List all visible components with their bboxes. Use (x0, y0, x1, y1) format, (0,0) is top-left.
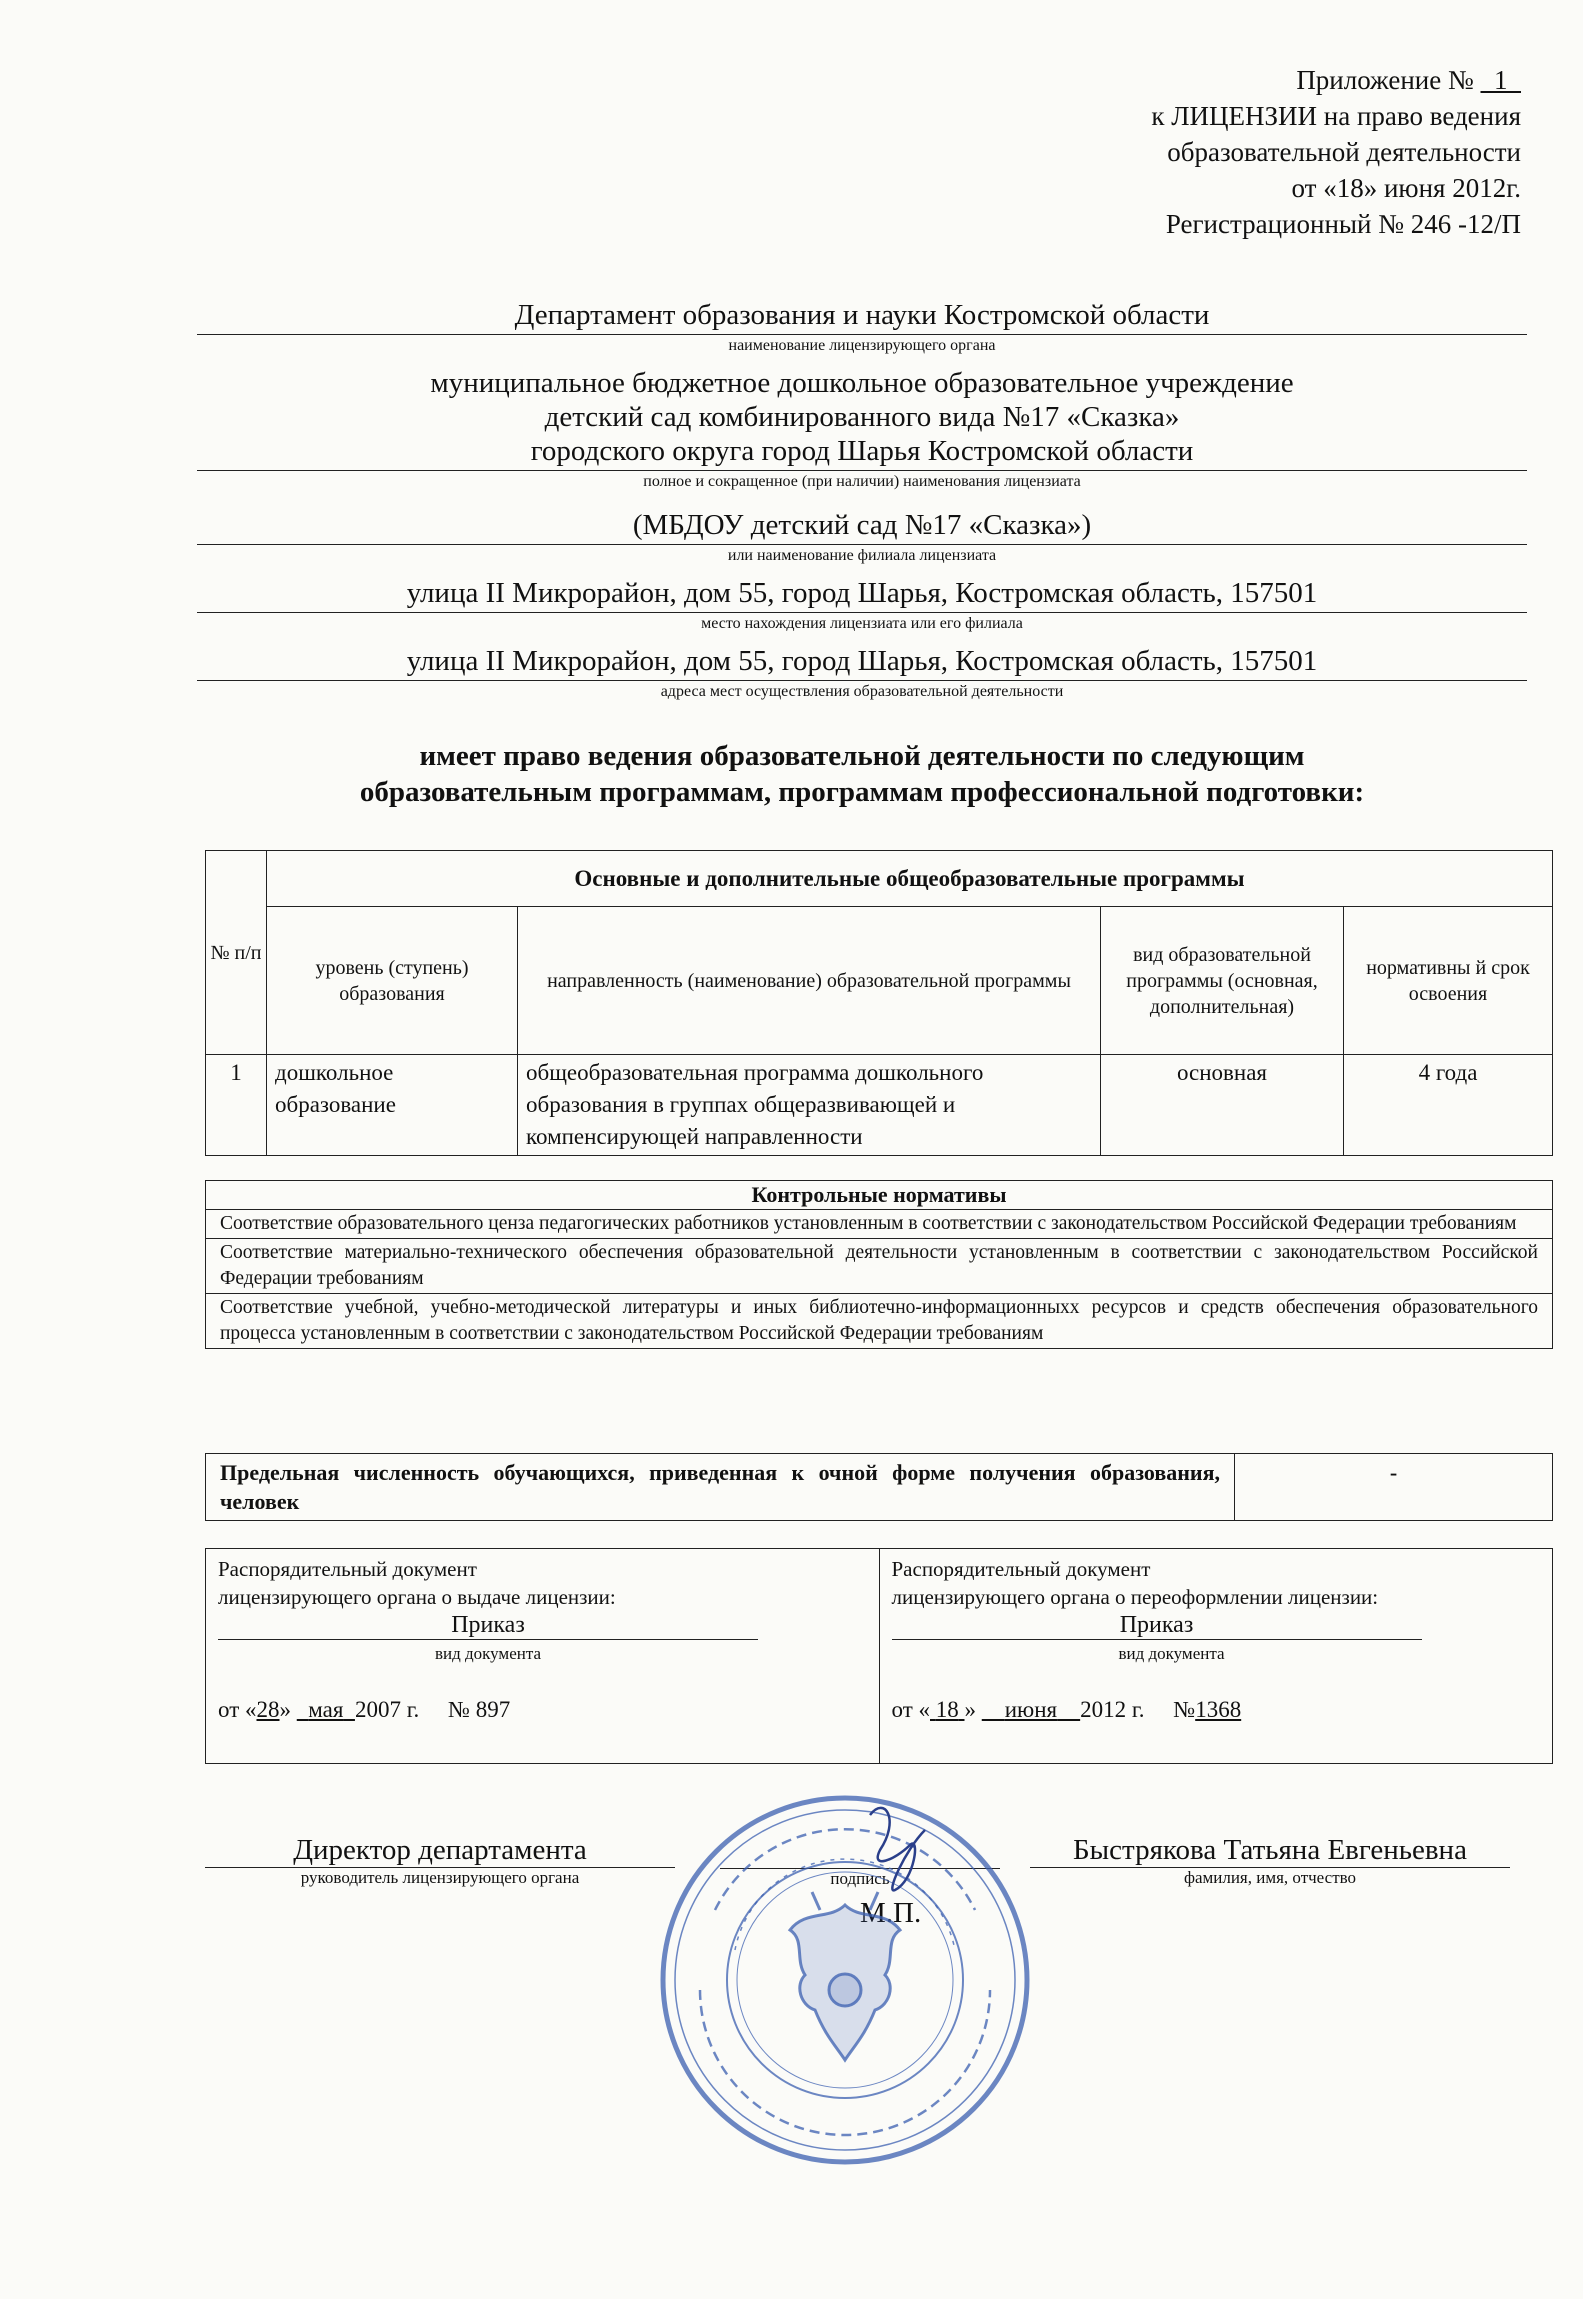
issue-order-cell (206, 1549, 880, 1764)
control-norms-table (205, 1180, 1553, 1349)
control-norm-item: Соответствие учебной, учебно-методической литературы и иных библиотечно-информационныхх ресурсов и средств обеспечения образовательного процесса установленным в соответствии с законодательством Российской Федерации требованиям (206, 1294, 1553, 1349)
mp-label: М.П. (860, 1897, 922, 1929)
activity-address-caption: адреса мест осуществления образовательной деятельности (660, 683, 1064, 700)
reissue-order-line-2: лицензирующего органа о переоформлении лицензии: (891, 1585, 1379, 1609)
appendix-number: 1 (1494, 65, 1508, 95)
reissue-order-type: Приказ (892, 1611, 1422, 1640)
activity-address-field (197, 644, 1527, 701)
row-term: 4 года (1344, 1055, 1553, 1156)
appendix-prefix: Приложение № (1296, 65, 1481, 95)
short-name-caption: или наименование филиала лицензиата (727, 547, 997, 564)
short-name-field (197, 508, 1527, 565)
issue-order-type-caption: вид документа (434, 1644, 542, 1663)
student-limit-table (205, 1453, 1553, 1521)
header-line-2: к ЛИЦЕНЗИИ на право ведения (1151, 101, 1521, 131)
short-name: (МБДОУ детский сад №17 «Сказка») (632, 509, 1092, 541)
director-name: Быстрякова Татьяна Евгеньевна (1030, 1834, 1510, 1868)
issue-order-line-2: лицензирующего органа о выдаче лицензии: (218, 1585, 616, 1609)
control-norm-item: Соответствие материально-технического обеспечения образовательной деятельности установленным в соответствии с законодательством Российской Федерации требованиям (206, 1239, 1553, 1294)
divider (197, 470, 1527, 471)
programs-table (205, 850, 1553, 1156)
location-field (197, 576, 1527, 633)
rights-statement (197, 738, 1527, 810)
header-line-3: образовательной деятельности (1167, 137, 1521, 167)
divider (197, 612, 1527, 613)
programs-group-header: Основные и дополнительные общеобразовательные программы (267, 851, 1553, 907)
col-term-header: нормативны й срок освоения (1344, 907, 1553, 1055)
appendix-header (1151, 62, 1521, 242)
divider (197, 334, 1527, 335)
signature-caption: подпись (830, 1869, 890, 1888)
col-direction-header: направленность (наименование) образовательной программы (518, 907, 1101, 1055)
header-line-5: Регистрационный № 246 -12/П (1165, 209, 1521, 239)
row-level: дошкольное образование (267, 1055, 518, 1156)
row-direction: общеобразовательная программа дошкольного образования в группах общеразвивающей и компенсирующей направленности (518, 1055, 1101, 1156)
student-limit-value: - (1235, 1454, 1553, 1521)
issue-order-type: Приказ (218, 1611, 758, 1640)
control-norms-title: Контрольные нормативы (206, 1181, 1553, 1210)
row-num: 1 (206, 1055, 267, 1156)
divider (197, 544, 1527, 545)
reissue-order-date: от « 18 » июня 2012 г. №1368 (891, 1697, 1242, 1722)
rights-line-1: имеет право ведения образовательной деятельности по следующим (419, 740, 1305, 772)
licensee-field (197, 366, 1527, 491)
reissue-order-line-1: Распорядительный документ (891, 1557, 1151, 1581)
director-position-caption: руководитель лицензирующего органа (300, 1868, 580, 1887)
licensee-caption: полное и сокращенное (при наличии) наименования лицензиата (643, 473, 1081, 490)
orders-table (205, 1548, 1553, 1764)
director-name-block (1030, 1834, 1510, 1888)
row-type: основная (1101, 1055, 1344, 1156)
header-line-4: от «18» июня 2012г. (1291, 173, 1521, 203)
control-norm-item: Соответствие образовательного ценза педагогических работников установленным в соответствии с законодательством Российской Федерации требованиям (206, 1210, 1553, 1239)
reissue-order-cell (879, 1549, 1553, 1764)
col-num-header: № п/п (206, 851, 267, 1055)
licensee-line-1: муниципальное бюджетное дошкольное образовательное учреждение (430, 367, 1294, 399)
licensing-body-field (197, 298, 1527, 355)
reissue-order-type-caption: вид документа (1118, 1644, 1225, 1663)
issue-order-line-1: Распорядительный документ (218, 1557, 477, 1581)
student-limit-label: Предельная численность обучающихся, приведенная к очной форме получения образования, человек (206, 1454, 1235, 1521)
table-row (206, 1055, 1553, 1156)
location: улица II Микрорайон, дом 55, город Шарья, Костромская область, 157501 (406, 577, 1318, 609)
licensing-body: Департамент образования и науки Костромской области (514, 299, 1210, 331)
divider (197, 680, 1527, 681)
official-seal (655, 1790, 1035, 2170)
director-position-block (205, 1834, 675, 1888)
licensee-line-3: городского округа город Шарья Костромской области (530, 435, 1194, 467)
rights-line-2: образовательным программам, программам профессиональной подготовки: (359, 776, 1365, 808)
location-caption: место нахождения лицензиата или его филиала (701, 615, 1023, 632)
activity-address: улица II Микрорайон, дом 55, город Шарья, Костромская область, 157501 (406, 645, 1318, 677)
director-position: Директор департамента (205, 1834, 675, 1868)
licensing-body-caption: наименование лицензирующего органа (728, 337, 996, 354)
licensee-line-2: детский сад комбинированного вида №17 «Сказка» (544, 401, 1180, 433)
col-level-header: уровень (ступень) образования (267, 907, 518, 1055)
director-name-caption: фамилия, имя, отчество (1183, 1868, 1357, 1887)
col-type-header: вид образовательной программы (основная, дополнительная) (1101, 907, 1344, 1055)
issue-order-date: от «28» мая 2007 г. № 897 (218, 1697, 511, 1722)
